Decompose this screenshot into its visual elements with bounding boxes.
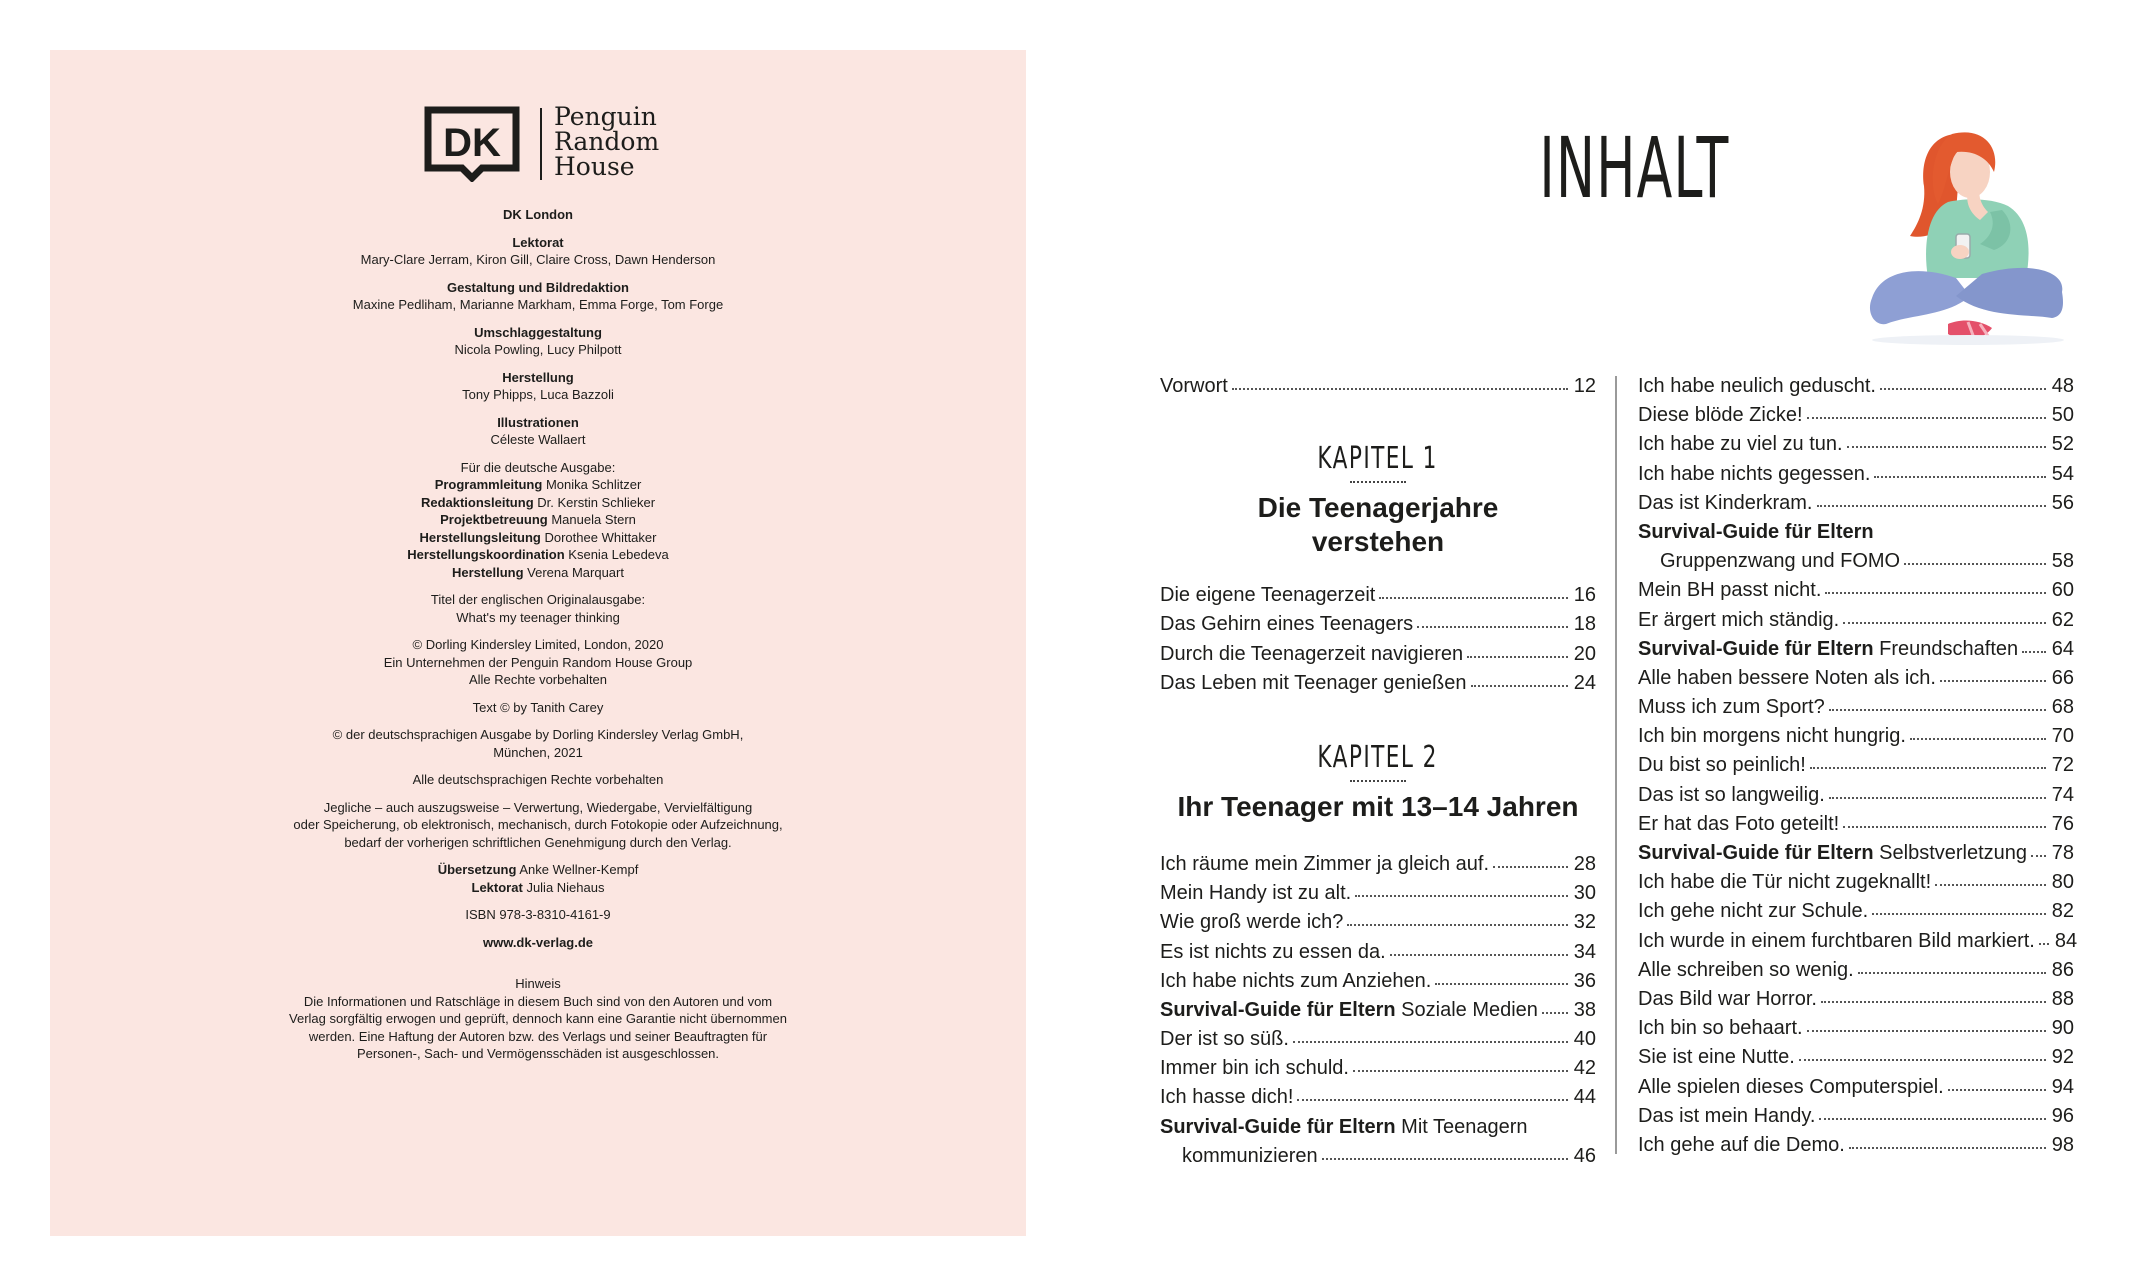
toc-entry[interactable]: Durch die Teenagerzeit navigieren 20: [1160, 642, 1596, 665]
chapter-1-entries: [1160, 581, 1596, 698]
toc-entry[interactable]: Ich habe zu viel zu tun. 52: [1638, 433, 2074, 456]
toc-entry[interactable]: Mein BH passt nicht. 60: [1638, 579, 2074, 602]
toc-entry[interactable]: Ich habe nichts zum Anziehen. 36: [1160, 969, 1596, 992]
toc-entry[interactable]: Das Leben mit Teenager genießen 24: [1160, 671, 1596, 694]
copyright-german: © der deutschsprachigen Ausgabe by Dorling Kindersley Verlag GmbH, München, 2021: [332, 727, 744, 760]
toc-entry[interactable]: Alle haben bessere Noten als ich. 66: [1638, 666, 2074, 689]
disclaimer-note: Hinweis Die Informationen und Ratschläge in diesem Buch sind von den Autoren und vom Verlag sorgfältig erwogen und geprüft, dennoch kann eine Garantie nicht übernommen werden. Eine Haftung der Autoren bzw. des Verlags und seiner Beauftragten für Personen-, Sach- und Vermögensschäden ist ausgeschlossen.: [289, 976, 787, 1061]
toc-entry[interactable]: Immer bin ich schuld. 42: [1160, 1057, 1596, 1080]
toc-entry-survival-guide[interactable]: Survival-Guide für Eltern Mit Teenagern: [1160, 1115, 1528, 1138]
toc-entry[interactable]: Es ist nichts zu essen da. 34: [1160, 940, 1596, 963]
toc-entry[interactable]: Sie ist eine Nutte. 92: [1638, 1046, 2074, 1069]
toc-entry[interactable]: Ich habe neulich geduscht. 48: [1638, 375, 2074, 397]
teenager-with-phone-illustration: [1852, 128, 2082, 346]
contents-column-2: [1638, 372, 2078, 1160]
chapter-2-entries: [1160, 850, 1596, 1171]
credit-block: Lektorat Mary-Clare Jerram, Kiron Gill, Claire Cross, Dawn Henderson: [360, 234, 716, 267]
toc-entry[interactable]: Ich räume mein Zimmer ja gleich auf. 28: [1160, 852, 1596, 875]
toc-entry[interactable]: Der ist so süß. 40: [1160, 1028, 1596, 1051]
website: www.dk-verlag.de: [482, 934, 594, 950]
toc-entry[interactable]: Alle spielen dieses Computerspiel. 94: [1638, 1075, 2074, 1098]
contents-title: INHALT: [1539, 119, 1730, 217]
toc-entry[interactable]: Wie groß werde ich? 32: [1160, 911, 1596, 934]
toc-entry-survival-guide[interactable]: Survival-Guide für Eltern Selbstverletzung 78: [1638, 842, 2074, 864]
dk-logo-icon: [424, 106, 520, 182]
toc-entry[interactable]: Das Bild war Horror. 88: [1638, 987, 2074, 1010]
svg-text:DK: DK: [443, 121, 501, 165]
copyright-original: © Dorling Kindersley Limited, London, 2020 Ein Unternehmen der Penguin Random House Group Alle Rechte vorbehalten: [383, 637, 693, 687]
toc-entry[interactable]: Das ist so langweilig. 74: [1638, 783, 2074, 806]
toc-entry[interactable]: Ich bin so behaart. 90: [1638, 1017, 2074, 1040]
toc-entry-continued[interactable]: Gruppenzwang und FOMO 58: [1660, 550, 2074, 573]
toc-entry[interactable]: Er ärgert mich ständig. 62: [1638, 608, 2074, 631]
credit-block: Herstellung Tony Phipps, Luca Bazzoli: [462, 369, 614, 402]
toc-entry-survival-guide[interactable]: Survival-Guide für Eltern Freundschaften 64: [1638, 637, 2074, 660]
toc-entry[interactable]: Mein Handy ist zu alt. 30: [1160, 882, 1596, 905]
toc-entry[interactable]: Ich hasse dich! 44: [1160, 1086, 1596, 1109]
toc-entry[interactable]: Die eigene Teenagerzeit 16: [1160, 584, 1596, 607]
toc-entry[interactable]: Muss ich zum Sport? 68: [1638, 696, 2074, 719]
original-title: Titel der englischen Originalausgabe: What's my teenager thinking: [430, 592, 646, 625]
toc-entry[interactable]: Ich gehe nicht zur Schule. 82: [1638, 900, 2074, 923]
toc-entry-survival-guide[interactable]: Survival-Guide für Eltern Soziale Medien 38: [1160, 998, 1596, 1021]
toc-entry[interactable]: Das ist Kinderkram. 56: [1638, 491, 2074, 514]
credit-block: DK London: [502, 207, 574, 222]
column-divider: [1615, 376, 1617, 1154]
toc-entry[interactable]: Ich gehe auf die Demo. 98: [1638, 1133, 2074, 1156]
credit-block: Gestaltung und Bildredaktion Maxine Pedliham, Marianne Markham, Emma Forge, Tom Forge: [352, 279, 724, 312]
toc-entry-vorwort[interactable]: Vorwort 12: [1160, 375, 1596, 397]
credit-block: Illustrationen Céleste Wallaert: [490, 414, 586, 447]
chapter-2-heading: KAPITEL 2 Ihr Teenager mit 13–14 Jahren: [1177, 739, 1579, 822]
toc-entry[interactable]: Das Gehirn eines Teenagers 18: [1160, 613, 1596, 636]
toc-entry[interactable]: Das ist mein Handy. 96: [1638, 1104, 2074, 1127]
toc-entry[interactable]: Ich habe nichts gegessen. 54: [1638, 462, 2074, 485]
toc-entry-survival-guide[interactable]: Survival-Guide für Eltern: [1638, 520, 1874, 543]
toc-entry[interactable]: Ich habe die Tür nicht zugeknallt! 80: [1638, 871, 2074, 894]
toc-entry[interactable]: Du bist so peinlich! 72: [1638, 754, 2074, 777]
text-copyright: Text © by Tanith Carey: [472, 699, 604, 715]
credit-block: Umschlaggestaltung Nicola Powling, Lucy Philpott: [454, 324, 622, 357]
contents-column-1: [1160, 372, 1596, 1171]
imprint-credits: [50, 206, 1026, 1073]
usage-notice: Jegliche – auch auszugsweise – Verwertung, Wiedergabe, Vervielfältigung oder Speicherung, ob elektronisch, mechanisch, durch Fotokopie oder Aufzeichnung, bedarf der vorherigen schriftlichen Genehmigung durch den Verlag.: [293, 799, 783, 850]
german-edition-credits: Für die deutsche Ausgabe: Programmleitung Monika Schlitzer Redaktionsleitung Dr. Kerstin Schlieker Projektbetreuung Manuela Stern Herstellungsleitung Dorothee Whittaker Herstellungskoordination Ksenia Lebedeva Herstellung Verena Marquart: [407, 459, 669, 580]
rights-notice: Alle deutschsprachigen Rechte vorbehalten: [412, 772, 664, 787]
prh-wordmark: Penguin Random House: [554, 102, 660, 181]
imprint-page: [50, 50, 1026, 1236]
toc-entry[interactable]: Ich wurde in einem furchtbaren Bild markiert. 84: [1638, 929, 2078, 952]
logo-separator: [540, 108, 542, 180]
toc-entry[interactable]: Ich bin morgens nicht hungrig. 70: [1638, 725, 2074, 748]
chapter-1-heading: KAPITEL 1 Die Teenagerjahre verstehen: [1257, 441, 1499, 558]
toc-entry[interactable]: Alle schreiben so wenig. 86: [1638, 958, 2074, 981]
toc-entry[interactable]: Er hat das Foto geteilt! 76: [1638, 812, 2074, 835]
translation-credits: Übersetzung Anke Wellner-Kempf Lektorat Julia Niehaus: [437, 862, 639, 895]
toc-entry[interactable]: Diese blöde Zicke! 50: [1638, 404, 2074, 427]
toc-entry-continued[interactable]: kommunizieren 46: [1182, 1144, 1596, 1167]
isbn: ISBN 978-3-8310-4161-9: [465, 907, 611, 922]
